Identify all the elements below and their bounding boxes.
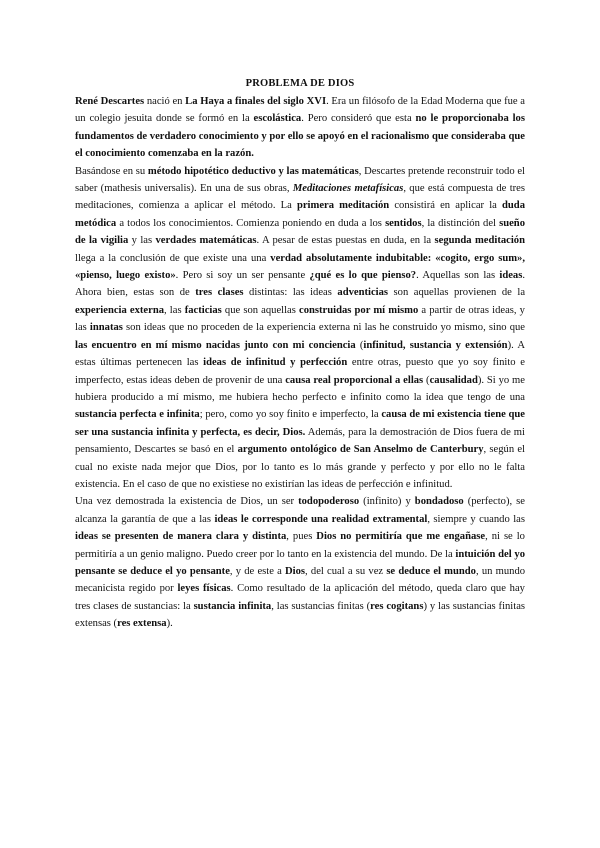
text-run: , pues	[286, 531, 317, 543]
text-run: consistirá en aplicar la	[389, 200, 503, 212]
emphasis: método hipotético deductivo y las matemáticas	[147, 165, 359, 177]
emphasis: res cogitans	[370, 600, 424, 612]
emphasis: sustancia perfecta e infinita	[75, 409, 200, 421]
work-title: Meditaciones metafísicas	[292, 183, 404, 195]
text-run: , según el cual no existe nada mejor que Dios, por lo tanto es lo más grande y perfecto y por ello no le falta existencia. En el caso de que no existiese no existirían las ideas de perfección e infinitud.	[75, 444, 525, 490]
emphasis: La Haya a finales del siglo XVI	[185, 96, 327, 107]
text-run: . Pero consideró que esta	[301, 113, 416, 125]
text-run: son aquellas provienen de la	[388, 287, 526, 299]
text-run: , un mundo mecanicista regido por	[75, 565, 526, 595]
text-run: . Ahora bien, estas son de	[75, 270, 525, 299]
text-run: . Era un filósofo de la Edad Moderna que fue a un colegio jesuita donde se formó en la	[75, 96, 526, 125]
text-run: son ideas que no proceden de la experiencia externa ni las he construido yo mismo, sino que	[122, 322, 525, 334]
text-run: , Descartes pretende reconstruir todo el saber (mathesis universalis). En una de sus obras,	[75, 165, 526, 195]
emphasis: primera meditación	[296, 200, 390, 212]
emphasis: ideas de infinitud y perfección	[203, 357, 348, 369]
text-run: entre otras, puesto que yo soy finito e imperfecto, estas ideas deben de provenir de una	[75, 357, 525, 386]
text-run: Una vez demostrada la existencia de Dios, un ser	[75, 496, 299, 508]
text-run: ).	[166, 618, 173, 630]
emphasis: escolástica	[253, 113, 302, 125]
emphasis: causa de mi existencia tiene que ser una sustancia infinita y perfecta, es decir, Dios.	[75, 409, 526, 438]
paragraph-2	[75, 163, 525, 494]
text-run: , que está compuesta de tres meditaciones, comienza a aplicar el método. La	[75, 183, 525, 212]
emphasis: bondadoso	[414, 496, 464, 508]
emphasis-italic	[293, 183, 403, 194]
emphasis: ideas se presenten de manera clara y distinta	[75, 531, 287, 543]
emphasis: verdades matemáticas	[155, 235, 257, 247]
emphasis: verdad absolutamente indubitable: «cogito, ergo sum», «pienso, luego existo»	[75, 252, 526, 282]
emphasis: sueño de la vigilia	[75, 217, 525, 247]
emphasis: tres clases	[195, 287, 244, 299]
emphasis: adventicias	[337, 287, 389, 299]
text-run: Basándose en su	[75, 165, 148, 177]
emphasis: todopoderoso	[298, 496, 360, 508]
emphasis: ideas le corresponde una realidad extramental	[214, 513, 428, 525]
text-run: , y de este a	[229, 565, 286, 577]
emphasis: infinitud, sustancia y extensión	[363, 339, 508, 351]
text-run: llega a la conclusión de que existe una una	[75, 252, 271, 264]
text-run: a todos los conocimientos. Comienza poniendo en duda a los	[116, 217, 386, 229]
text-run: nació en	[144, 96, 186, 107]
text-run: (infinito) y	[359, 496, 415, 508]
text-run: ) y las sustancias finitas extensas (	[75, 600, 526, 630]
emphasis: Dios no permitiría que me engañase	[316, 531, 486, 543]
text-run: . Como resultado de la aplicación del método, queda claro que hay tres clases de sustancias: la	[75, 583, 525, 612]
text-run: (perfecto), se alcanza la garantía de que a las	[75, 496, 525, 525]
text-run: distintas: las ideas	[243, 287, 338, 299]
emphasis: innatas	[89, 322, 123, 334]
text-run: ). A estas últimas pertenecen las	[75, 339, 526, 369]
emphasis: sentidos	[385, 217, 422, 229]
emphasis: intuición del yo pensante se deduce el yo pensante	[75, 548, 525, 577]
emphasis: construidas por mí mismo	[299, 304, 419, 316]
emphasis: segunda meditación	[434, 235, 525, 247]
text-run: , del cual a su vez	[305, 565, 387, 577]
text-run: a partir de otras ideas, y las	[75, 304, 525, 334]
emphasis: Dios	[285, 565, 306, 577]
emphasis: René Descartes	[75, 96, 145, 107]
text-run: y las	[128, 235, 156, 247]
text-run: . A pesar de estas puestas en duda, en la	[256, 235, 435, 247]
emphasis: facticias	[184, 304, 222, 316]
emphasis: se deduce el mundo	[386, 565, 476, 577]
text-run: , las	[164, 304, 185, 316]
text-run: , la distinción del	[421, 217, 500, 229]
text-run: ). Si yo me hubiera producido a mí mismo, me hubiera hecho perfecto e infinito como la idea que tengo de una	[75, 374, 525, 403]
text-run: ; pero, como yo soy finito e imperfecto, la	[199, 409, 382, 421]
text-run: Además, para la demostración de Dios fuera de mi pensamiento, Descartes se basó en el	[75, 426, 525, 456]
emphasis: res extensa	[117, 618, 167, 630]
text-run: (	[423, 374, 430, 386]
emphasis: duda metódica	[75, 200, 525, 229]
paragraph-3	[75, 493, 525, 632]
text-run: , siempre y cuando las	[427, 513, 525, 525]
emphasis: experiencia externa	[75, 304, 165, 316]
emphasis: sustancia infinita	[193, 600, 272, 612]
text-run: que son aquellas	[221, 304, 300, 316]
text-run: , ni se lo permitiría a un genio maligno. Puedo creer por lo tanto en la existencia del mundo. De la	[75, 531, 525, 560]
emphasis: causa real proporcional a ellas	[285, 374, 424, 386]
emphasis: no le proporcionaba los fundamentos de verdadero conocimiento y por ello se apoyó en el racionalismo que consideraba que el conocimiento comenzaba en la razón.	[75, 113, 525, 160]
text-run: (	[355, 339, 364, 351]
emphasis: las encuentro en mí mismo nacidas junto con mi conciencia	[75, 339, 356, 351]
document-body	[75, 93, 525, 633]
emphasis: ideas	[499, 270, 523, 282]
text-run: . Pero si soy un ser pensante	[175, 270, 310, 282]
paragraph-1	[75, 93, 525, 163]
text-run: . Aquellas son las	[416, 270, 500, 282]
emphasis: ¿qué es lo que pienso?	[309, 270, 417, 282]
emphasis: leyes físicas	[177, 583, 231, 595]
emphasis: argumento ontológico de San Anselmo de Canterbury	[237, 444, 484, 456]
page-title: PROBLEMA DE DIOS	[245, 78, 355, 89]
text-run: , las sustancias finitas (	[271, 600, 371, 612]
emphasis: causalidad	[429, 374, 478, 386]
